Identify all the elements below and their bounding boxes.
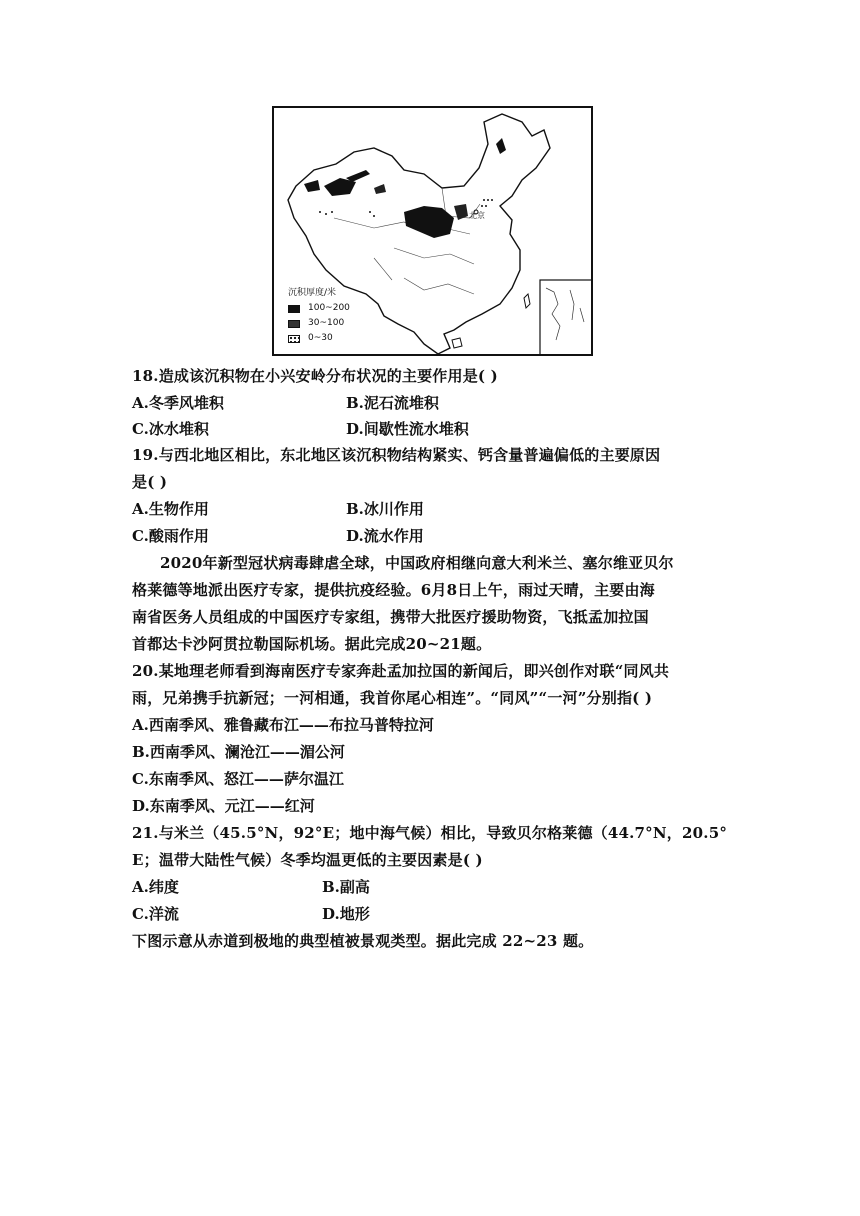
- q20-option-d: D.东南季风、元江——红河: [132, 797, 315, 815]
- legend-row-100-200: [288, 301, 350, 316]
- legend-swatch-dots: [288, 335, 300, 343]
- q19-option-d: D.流水作用: [346, 527, 424, 545]
- legend-label: 100~200: [308, 303, 350, 313]
- legend-label: 0~30: [308, 333, 333, 343]
- beijing-label: 北京: [469, 211, 485, 220]
- legend-title: 沉积厚度/米: [288, 288, 337, 298]
- q19-stem-line2: 是( ): [132, 473, 168, 491]
- q18-option-a: A.冬季风堆积: [132, 394, 224, 412]
- q20-stem-line1: 20.某地理老师看到海南医疗专家奔赴孟加拉国的新闻后，即兴创作对联“同风共: [132, 662, 670, 680]
- q20-option-b: B.西南季风、澜沧江——湄公河: [132, 743, 345, 761]
- passage1-line2: 格莱德等地派出医疗专家，提供抗疫经验。6月8日上午，雨过天晴，主要由海: [132, 581, 655, 599]
- q18-stem: 18.造成该沉积物在小兴安岭分布状况的主要作用是( ): [132, 367, 498, 385]
- legend-swatch-mid: [288, 320, 300, 328]
- q21-option-c: C.洋流: [132, 905, 179, 923]
- passage1-line3: 南省医务人员组成的中国医疗专家组，携带大批医疗援助物资，飞抵孟加拉国: [132, 608, 649, 626]
- map-legend: [288, 286, 350, 346]
- q20-option-a: A.西南季风、雅鲁藏布江——布拉马普特拉河: [132, 716, 434, 734]
- q18-option-b: B.泥石流堆积: [346, 394, 439, 412]
- q18-option-c: C.冰水堆积: [132, 420, 209, 438]
- q19-option-c: C.酸雨作用: [132, 527, 209, 545]
- q21-option-a: A.纬度: [132, 878, 179, 896]
- legend-row-0-30: [288, 331, 350, 346]
- legend-row-30-100: [288, 316, 350, 331]
- q20-option-c: C.东南季风、怒江——萨尔温江: [132, 770, 344, 788]
- q19-option-a: A.生物作用: [132, 500, 209, 518]
- passage1-line4: 首都达卡沙阿贯拉勒国际机场。据此完成20~21题。: [132, 635, 492, 653]
- passage1-line1: 2020年新型冠状病毒肆虐全球，中国政府相继向意大利米兰、塞尔维亚贝尔: [160, 554, 674, 572]
- q19-stem-line1: 19.与西北地区相比，东北地区该沉积物结构紧实、钙含量普遍偏低的主要原因: [132, 446, 661, 464]
- china-sediment-map: [272, 106, 593, 356]
- q21-stem-line2: E；温带大陆性气候）冬季均温更低的主要因素是( ): [132, 851, 483, 869]
- legend-swatch-dark: [288, 305, 300, 313]
- q20-stem-line2: 雨，兄弟携手抗新冠；一河相通，我首你尾心相连”。“同风”“一河”分别指( ): [132, 689, 653, 707]
- q21-option-d: D.地形: [322, 905, 370, 923]
- passage2-line1: 下图示意从赤道到极地的典型植被景观类型。据此完成 22~23 题。: [132, 932, 594, 950]
- q19-option-b: B.冰川作用: [346, 500, 424, 518]
- q18-option-d: D.间歇性流水堆积: [346, 420, 469, 438]
- q21-option-b: B.副高: [322, 878, 370, 896]
- q21-stem-line1: 21.与米兰（45.5°N，92°E；地中海气候）相比，导致贝尔格莱德（44.7°N，20.5°: [132, 824, 728, 842]
- legend-label: 30~100: [308, 318, 345, 328]
